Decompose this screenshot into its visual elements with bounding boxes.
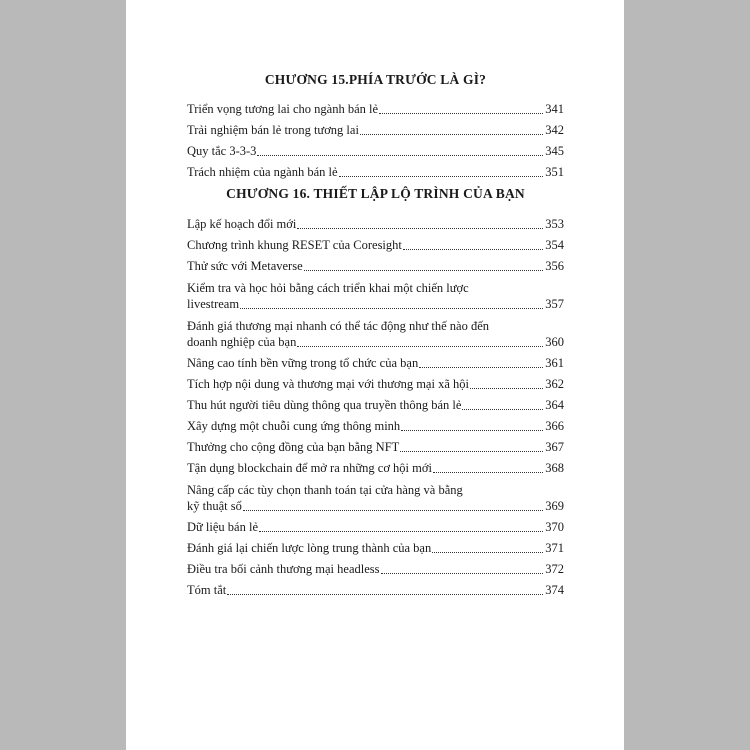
toc-entry-page: 361 — [545, 356, 564, 370]
dot-leader — [243, 510, 543, 511]
toc-entry[interactable] — [187, 253, 564, 274]
toc-entry[interactable] — [187, 96, 564, 117]
dot-leader — [462, 409, 543, 410]
dot-leader — [297, 228, 543, 229]
toc-entry-title: Thu hút người tiêu dùng thông qua truyền thông bán lẻ — [187, 398, 462, 412]
dot-leader — [381, 573, 544, 574]
toc-entry[interactable] — [187, 138, 564, 159]
toc-entry-title: Lập kế hoạch đổi mới — [187, 217, 297, 231]
toc-entry-page: 351 — [545, 165, 564, 179]
toc-entry-page: 367 — [545, 440, 564, 454]
toc-entry-title: Trách nhiệm của ngành bán lẻ — [187, 165, 338, 179]
toc-entry[interactable] — [187, 159, 564, 180]
dot-leader — [339, 176, 544, 177]
toc-entry-title: doanh nghiệp của bạn — [187, 335, 297, 349]
dot-leader — [432, 552, 543, 553]
toc-entry-title: Thử sức với Metaverse — [187, 259, 303, 273]
toc-entry[interactable] — [187, 535, 564, 556]
dot-leader — [259, 531, 543, 532]
toc-entry-page: 360 — [545, 335, 564, 349]
toc-entry-page: 354 — [545, 238, 564, 252]
toc-entry[interactable] — [187, 371, 564, 392]
toc-entry[interactable] — [187, 211, 564, 232]
toc-entry[interactable] — [187, 312, 564, 350]
toc-entry[interactable] — [187, 350, 564, 371]
toc-entry-title: Thưởng cho cộng đồng của bạn bằng NFT — [187, 440, 400, 454]
dot-leader — [419, 367, 543, 368]
toc-entry-page: 370 — [545, 520, 564, 534]
dot-leader — [240, 308, 543, 309]
dot-leader — [401, 430, 543, 431]
toc-entry[interactable] — [187, 392, 564, 413]
toc-entry-title: Tóm tắt — [187, 583, 227, 597]
dot-leader — [433, 472, 543, 473]
toc-entry-page: 341 — [545, 102, 564, 116]
toc-entry-title: kỹ thuật số — [187, 499, 242, 513]
dot-leader — [227, 594, 543, 595]
toc-entry-page: 353 — [545, 217, 564, 231]
chapter-16-title: CHƯƠNG 16. THIẾT LẬP LỘ TRÌNH CỦA BẠN — [226, 186, 525, 201]
toc-entry-page: 368 — [545, 461, 564, 475]
toc-entry-title: Quy tắc 3-3-3 — [187, 144, 257, 158]
dot-leader — [470, 388, 543, 389]
toc-entry-page: 356 — [545, 259, 564, 273]
toc-entry-title: Tích hợp nội dung và thương mại với thương mại xã hội — [187, 377, 469, 391]
toc-entry-title-line1: Nâng cấp các tùy chọn thanh toán tại cửa hàng và bằng — [187, 483, 463, 497]
toc-entry[interactable] — [187, 413, 564, 434]
toc-entry-title: Triển vọng tương lai cho ngành bán lẻ — [187, 102, 379, 116]
toc-entry-title: Trải nghiệm bán lẻ trong tương lai — [187, 123, 359, 137]
toc-entry-title: livestream — [187, 297, 240, 311]
toc-entry-title: Chương trình khung RESET của Coresight — [187, 238, 402, 252]
toc-entry-title-line1: Đánh giá thương mại nhanh có thể tác động như thế nào đến — [187, 319, 490, 333]
toc-entry-page: 342 — [545, 123, 564, 137]
dot-leader — [297, 346, 543, 347]
toc-entry-title: Xây dựng một chuỗi cung ứng thông minh — [187, 419, 401, 433]
toc-entry[interactable] — [187, 434, 564, 455]
book-page — [126, 0, 624, 750]
toc-entry-title-line1: Kiểm tra và học hỏi bằng cách triển khai một chiến lược — [187, 281, 469, 295]
dot-leader — [400, 451, 543, 452]
chapter-15-title: CHƯƠNG 15.PHÍA TRƯỚC LÀ GÌ? — [264, 72, 487, 87]
toc-entry-page: 369 — [545, 499, 564, 513]
toc-entry-page: 374 — [545, 583, 564, 597]
chapter-15-entries — [187, 96, 564, 180]
toc-entry-page: 362 — [545, 377, 564, 391]
toc-entry[interactable] — [187, 274, 564, 312]
toc-entry[interactable] — [187, 577, 564, 598]
dot-leader — [360, 134, 543, 135]
dot-leader — [379, 113, 543, 114]
toc-entry-page: 364 — [545, 398, 564, 412]
toc-entry[interactable] — [187, 117, 564, 138]
dot-leader — [304, 270, 544, 271]
toc-entry-title: Dữ liệu bán lẻ — [187, 520, 258, 534]
dot-leader — [257, 155, 543, 156]
toc-entry-page: 345 — [545, 144, 564, 158]
toc-entry[interactable] — [187, 556, 564, 577]
toc-entry-page: 371 — [545, 541, 564, 555]
toc-entry-page: 372 — [545, 562, 564, 576]
toc-entry[interactable] — [187, 514, 564, 535]
toc-entry-title: Tận dụng blockchain để mở ra những cơ hội mới — [187, 461, 432, 475]
toc-entry-title: Đánh giá lại chiến lược lòng trung thành của bạn — [187, 541, 432, 555]
toc-entry-page: 357 — [545, 297, 564, 311]
table-of-contents — [187, 70, 564, 598]
toc-entry-page: 366 — [545, 419, 564, 433]
toc-entry-title: Điều tra bối cảnh thương mại headless — [187, 562, 380, 576]
toc-entry[interactable] — [187, 476, 564, 514]
toc-entry-title: Nâng cao tính bền vững trong tổ chức của bạn — [187, 356, 419, 370]
toc-entry[interactable] — [187, 455, 564, 476]
toc-entry[interactable] — [187, 232, 564, 253]
dot-leader — [403, 249, 543, 250]
chapter-16-entries — [187, 211, 564, 598]
